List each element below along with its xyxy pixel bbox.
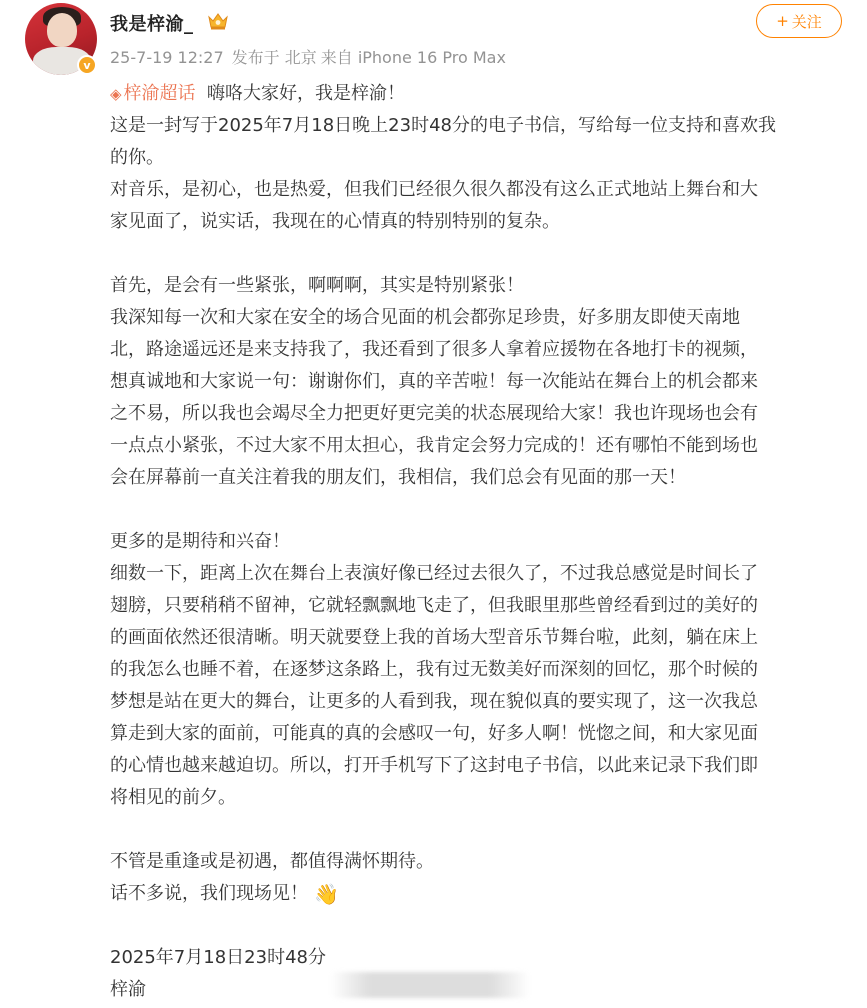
content-line: 的我怎么也睡不着，在逐梦这条路上，我有过无数美好而深刻的回忆，那个时候的: [110, 659, 758, 680]
diamond-topic-icon: ◈: [110, 85, 122, 103]
post-content: [110, 78, 850, 1006]
content-line: 的心情也越来越迫切。所以，打开手机写下了这封电子书信，以此来记录下我们即: [110, 755, 758, 776]
content-line: 将相见的前夕。: [110, 787, 236, 808]
paragraph-gap: [110, 238, 850, 270]
content-line: 对音乐，是初心，也是热爱，但我们已经很久很久都没有这么正式地站上舞台和大: [110, 179, 758, 200]
watermark: [330, 972, 530, 998]
content-line: 的你。: [110, 147, 164, 168]
verified-badge-icon: v: [77, 55, 97, 75]
follow-label: 关注: [791, 12, 822, 31]
content-line: [110, 78, 850, 110]
crown-badge-icon: [207, 11, 229, 31]
waving-hand-emoji: 👋: [314, 882, 339, 906]
content-line: 一点点小紧张，不过大家不用太担心，我肯定会努力完成的！还有哪怕不能到场也: [110, 435, 758, 456]
plus-icon: +: [776, 12, 789, 30]
content-line: 想真诚地和大家说一句：谢谢你们，真的辛苦啦！每一次能站在舞台上的机会都来: [110, 371, 758, 392]
content-line: 的画面依然还很清晰。明天就要登上我的首场大型音乐节舞台啦，此刻，躺在床上: [110, 627, 758, 648]
post-location: 发布于 北京: [231, 48, 317, 67]
content-line: 更多的是期待和兴奋！: [110, 531, 290, 552]
paragraph-gap: [110, 814, 850, 846]
content-line: 不管是重逢或是初遇，都值得满怀期待。: [110, 851, 434, 872]
author-name[interactable]: 我是梓渝_: [110, 14, 194, 35]
content-line: 北，路途遥远还是来支持我了，我还看到了很多人拿着应援物在各地打卡的视频，: [110, 339, 758, 360]
content-text: 嗨咯大家好，我是梓渝！: [207, 83, 405, 104]
post-source: 来自 iPhone 16 Pro Max: [320, 48, 506, 67]
content-line: 细数一下，距离上次在舞台上表演好像已经过去很久了，不过我总感觉是时间长了: [110, 563, 758, 584]
content-line: 梦想是站在更大的舞台，让更多的人看到我，现在貌似真的要实现了，这一次我总: [110, 691, 758, 712]
content-line: 首先，是会有一些紧张，啊啊啊，其实是特别紧张！: [110, 275, 524, 296]
content-line: 梓渝: [110, 979, 146, 1000]
content-line: 会在屏幕前一直关注着我的朋友们，我相信，我们总会有见面的那一天！: [110, 467, 686, 488]
content-line: 之不易，所以我也会竭尽全力把更好更完美的状态展现给大家！我也许现场也会有: [110, 403, 758, 424]
topic-label: 梓渝超话: [123, 83, 196, 104]
content-line: 2025年7月18日23时48分: [110, 947, 326, 968]
paragraph-gap: [110, 910, 850, 942]
follow-button[interactable]: [756, 4, 842, 38]
post-time[interactable]: 25-7-19 12:27: [110, 48, 224, 67]
content-line: [110, 878, 850, 910]
content-line: 家见面了，说实话，我现在的心情真的特别特别的复杂。: [110, 211, 560, 232]
topic-link[interactable]: [110, 83, 196, 104]
content-text: 话不多说，我们现场见！: [110, 883, 308, 904]
content-line: 算走到大家的面前，可能真的真的会感叹一句，好多人啊！恍惚之间，和大家见面: [110, 723, 758, 744]
content-line: 这是一封写于2025年7月18日晚上23时48分的电子书信，写给每一位支持和喜欢我: [110, 115, 776, 136]
post-meta: [110, 45, 514, 68]
content-line: 翅膀，只要稍稍不留神，它就轻飘飘地飞走了，但我眼里那些曾经看到过的美好的: [110, 595, 758, 616]
avatar-face: [47, 13, 77, 47]
paragraph-gap: [110, 494, 850, 526]
content-line: 我深知每一次和大家在安全的场合见面的机会都弥足珍贵，好多朋友即使天南地: [110, 307, 740, 328]
